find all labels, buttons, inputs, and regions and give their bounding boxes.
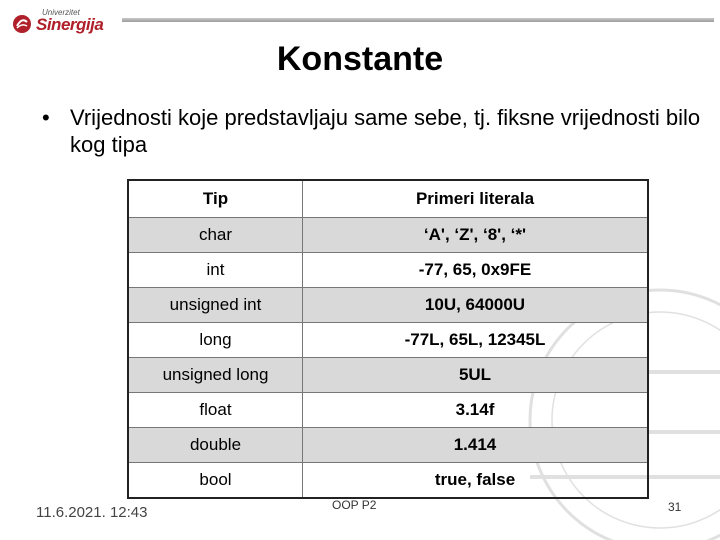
column-header-examples: Primeri literala [303,181,648,218]
type-cell: bool [129,463,303,498]
header-divider [122,18,714,22]
page-number: 31 [668,500,682,514]
table-row [129,218,648,253]
column-header-type: Tip [129,181,303,218]
table-row [129,358,648,393]
bullet-text: Vrijednosti koje predstavljaju same sebe, tj. fiksne vrijednosti bilo kog tipa [70,105,701,157]
type-cell: char [129,218,303,253]
example-cell: 10U, 64000U [303,288,648,323]
example-cell: -77, 65, 0x9FE [303,253,648,288]
logo-small-text: Univerzitet [42,8,80,17]
bullet-icon: • [42,105,50,130]
table-row [129,253,648,288]
university-logo [10,6,120,36]
type-cell: long [129,323,303,358]
type-cell: unsigned int [129,288,303,323]
logo-brand-text: Sinergija [36,15,104,34]
table-row [129,288,648,323]
example-cell: ‘A', ‘Z', ‘8', ‘*' [303,218,648,253]
example-cell: 1.414 [303,428,648,463]
example-cell: 5UL [303,358,648,393]
type-cell: float [129,393,303,428]
logo-mark-icon [12,14,32,34]
footer-date: 11.6.2021. 12:43 [36,504,148,521]
table-row [129,428,648,463]
example-cell: true, false [303,463,648,498]
footer-course: OOP P2 [332,498,377,512]
type-cell: unsigned long [129,358,303,393]
table-row [129,393,648,428]
literals-table [128,180,648,498]
example-cell: -77L, 65L, 12345L [303,323,648,358]
table-row [129,323,648,358]
type-cell: int [129,253,303,288]
example-cell: 3.14f [303,393,648,428]
slide-title: Konstante [276,40,444,78]
type-cell: double [129,428,303,463]
table-header-row [129,181,648,218]
table-row [129,463,648,498]
